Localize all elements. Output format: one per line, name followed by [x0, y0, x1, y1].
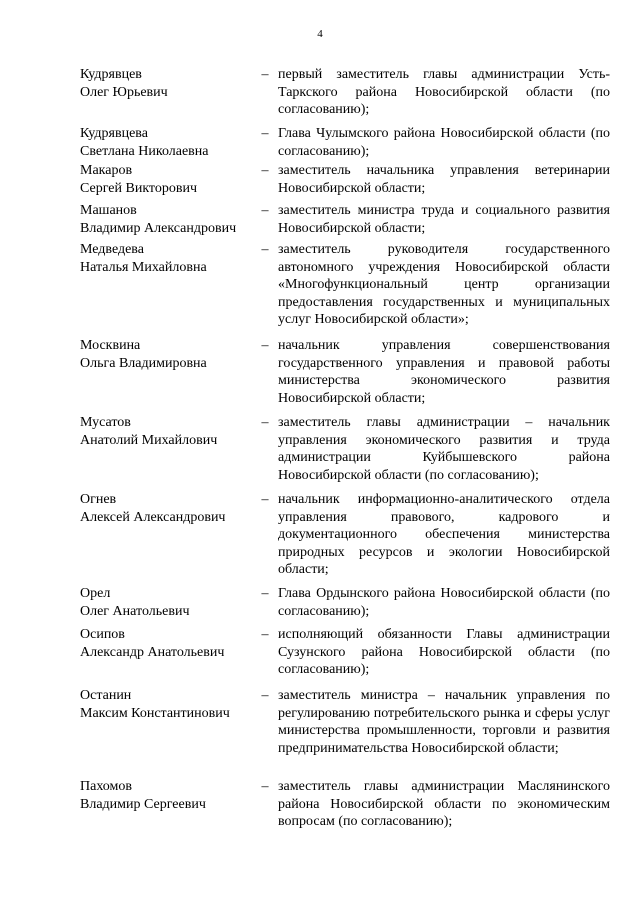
list-item	[80, 241, 610, 337]
member-given-name: Ольга Владимировна	[80, 355, 207, 371]
member-given-name: Александр Анатольевич	[80, 644, 225, 660]
page-number: 4	[317, 28, 323, 40]
dash-separator: –	[261, 586, 269, 601]
member-name	[80, 626, 252, 687]
member-surname: Макаров	[80, 163, 133, 178]
member-surname: Останин	[80, 688, 132, 703]
member-surname: Кудрявцев	[80, 67, 142, 82]
member-position: Глава Чулымского района Новосибирской области (по согласованию);	[278, 126, 610, 159]
member-position: заместитель главы администрации Маслянинского района Новосибирской области по экономическим вопросам (по согласованию);	[278, 779, 610, 830]
member-name	[80, 162, 252, 202]
list-item	[80, 626, 610, 687]
dash-separator: –	[261, 67, 269, 82]
list-item	[80, 687, 610, 778]
member-surname: Пахомов	[80, 779, 132, 794]
dash-separator: –	[261, 415, 269, 430]
member-name	[80, 414, 252, 491]
member-name	[80, 202, 252, 241]
dash-separator: –	[261, 492, 269, 507]
member-surname: Осипов	[80, 627, 125, 642]
member-position: заместитель министра труда и социального развития Новосибирской области;	[278, 203, 610, 236]
member-position: начальник информационно-аналитического отдела управления правового, кадрового и документационного обеспечения министерства природных ресурсов и экологии Новосибирской области;	[278, 492, 610, 578]
member-position: заместитель главы администрации – начальник управления экономического развития и труда администрации Куйбышевского района Новосибирской области (по согласованию);	[278, 415, 610, 483]
list-item	[80, 585, 610, 626]
list-item	[80, 202, 610, 241]
dash-separator: –	[261, 163, 269, 178]
member-surname: Медведева	[80, 242, 144, 257]
list-item	[80, 162, 610, 202]
member-given-name: Сергей Викторович	[80, 180, 198, 196]
member-given-name: Владимир Александрович	[80, 220, 237, 236]
member-name	[80, 778, 252, 838]
member-position: заместитель начальника управления ветеринарии Новосибирской области;	[278, 163, 610, 196]
member-given-name: Наталья Михайловна	[80, 259, 207, 275]
member-name	[80, 491, 252, 585]
dash-separator: –	[261, 688, 269, 703]
member-position: начальник управления совершенствования государственного управления и правовой работы министерства экономического развития Новосибирской области;	[278, 338, 610, 406]
member-position: первый заместитель главы администрации Усть-Таркского района Новосибирской области (по согласованию);	[278, 67, 610, 118]
member-surname: Орел	[80, 586, 111, 601]
list-item	[80, 491, 610, 585]
member-position: заместитель министра – начальник управления по регулированию потребительского рынка и сферы услуг министерства промышленности, торговли и развития предпринимательства Новосибирской области;	[278, 688, 610, 756]
member-given-name: Олег Юрьевич	[80, 84, 168, 100]
member-given-name: Анатолий Михайлович	[80, 432, 218, 448]
member-surname: Москвина	[80, 338, 141, 353]
member-given-name: Максим Константинович	[80, 705, 230, 721]
member-given-name: Светлана Николаевна	[80, 143, 209, 159]
list-item	[80, 66, 610, 125]
member-name	[80, 687, 252, 778]
member-name	[80, 337, 252, 414]
member-surname: Мусатов	[80, 415, 131, 430]
dash-separator: –	[261, 126, 269, 141]
list-item	[80, 778, 610, 838]
member-name	[80, 585, 252, 626]
list-item	[80, 337, 610, 414]
member-surname: Кудрявцева	[80, 126, 148, 141]
list-item	[80, 414, 610, 491]
dash-separator: –	[261, 242, 269, 257]
member-name	[80, 66, 252, 125]
member-surname: Машанов	[80, 203, 137, 218]
member-position: исполняющий обязанности Главы администрации Сузунского района Новосибирской области (по согласованию);	[278, 627, 610, 678]
dash-separator: –	[261, 203, 269, 218]
dash-separator: –	[261, 779, 269, 794]
member-given-name: Олег Анатольевич	[80, 603, 190, 619]
member-name	[80, 125, 252, 162]
dash-separator: –	[261, 627, 269, 642]
member-list	[80, 66, 610, 838]
list-item	[80, 125, 610, 162]
member-name	[80, 241, 252, 337]
member-given-name: Алексей Александрович	[80, 509, 226, 525]
member-given-name: Владимир Сергеевич	[80, 796, 206, 812]
member-surname: Огнев	[80, 492, 117, 507]
member-position: Глава Ордынского района Новосибирской области (по согласованию);	[278, 586, 610, 619]
member-position: заместитель руководителя государственного автономного учреждения Новосибирской области «Многофункциональный центр организации предоставления государственных и муниципальных услуг Новосибирской области»;	[278, 242, 610, 328]
dash-separator: –	[261, 338, 269, 353]
